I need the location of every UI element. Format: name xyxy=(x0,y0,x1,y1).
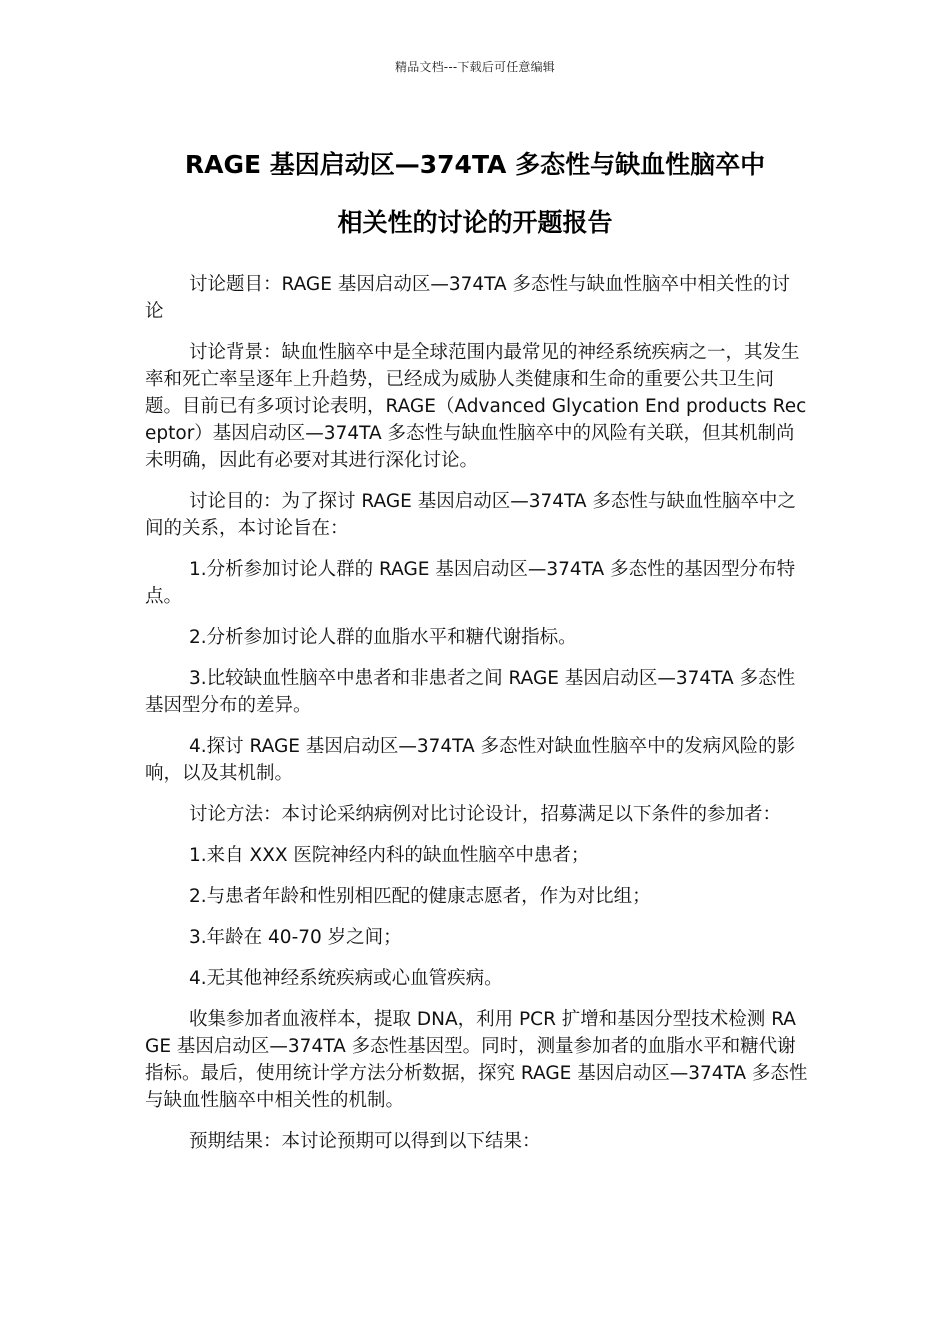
document-title xyxy=(120,136,830,252)
purpose-item-2: 2.分析参加讨论人群的血脂水平和糖代谢指标。 xyxy=(189,627,577,648)
method-item-3: 3.年龄在 40-70 岁之间； xyxy=(189,927,402,948)
purpose-item-4: 4.探讨 RAGE 基因启动区—374TA 多态性对缺血性脑卒中的发病风险的影响，以及其机制。 xyxy=(145,736,796,784)
paragraph-topic: 讨论题目：RAGE 基因启动区—374TA 多态性与缺血性脑卒中相关性的讨论 xyxy=(145,274,791,322)
title-line-1: RAGE 基因启动区—374TA 多态性与缺血性脑卒中 xyxy=(184,150,766,179)
paragraph-expected-results: 预期结果：本讨论预期可以得到以下结果： xyxy=(189,1131,541,1152)
purpose-item-1: 1.分析参加讨论人群的 RAGE 基因启动区—374TA 多态性的基因型分布特点。 xyxy=(145,559,796,607)
method-item-4: 4.无其他神经系统疾病或心血管疾病。 xyxy=(189,968,503,989)
paragraph-purpose: 讨论目的：为了探讨 RAGE 基因启动区—374TA 多态性与缺血性脑卒中之间的关系，本讨论旨在： xyxy=(145,491,796,539)
paragraph-procedure: 收集参加者血液样本，提取 DNA，利用 PCR 扩增和基因分型技术检测 RAGE 基因启动区—374TA 多态性基因型。同时，测量参加者的血脂水平和糖代谢指标。最后，使用统计学方法分析数据，探究 RAGE 基因启动区—374TA 多态性与缺血性脑卒中相关性的机制。 xyxy=(145,1009,808,1111)
method-item-2: 2.与患者年龄和性别相匹配的健康志愿者，作为对比组； xyxy=(189,886,651,907)
purpose-item-3: 3.比较缺血性脑卒中患者和非患者之间 RAGE 基因启动区—374TA 多态性基因型分布的差异。 xyxy=(145,668,796,716)
document-body xyxy=(145,271,808,1169)
method-item-1: 1.来自 XXX 医院神经内科的缺血性脑卒中患者； xyxy=(189,845,590,866)
title-line-2: 相关性的讨论的开题报告 xyxy=(337,208,613,237)
header-note: 精品文档---下载后可任意编辑 xyxy=(395,60,555,74)
paragraph-background: 讨论背景：缺血性脑卒中是全球范围内最常见的神经系统疾病之一，其发生率和死亡率呈逐年上升趋势，已经成为威胁人类健康和生命的重要公共卫生问题。目前已有多项讨论表明，RAGE（Advanced Glycation End products Receptor）基因启动区—374TA 多态性与缺血性脑卒中的风险有关联，但其机制尚未明确，因此有必要对其进行深化讨论。 xyxy=(145,342,807,471)
paragraph-method: 讨论方法：本讨论采纳病例对比讨论设计，招募满足以下条件的参加者： xyxy=(189,804,782,825)
